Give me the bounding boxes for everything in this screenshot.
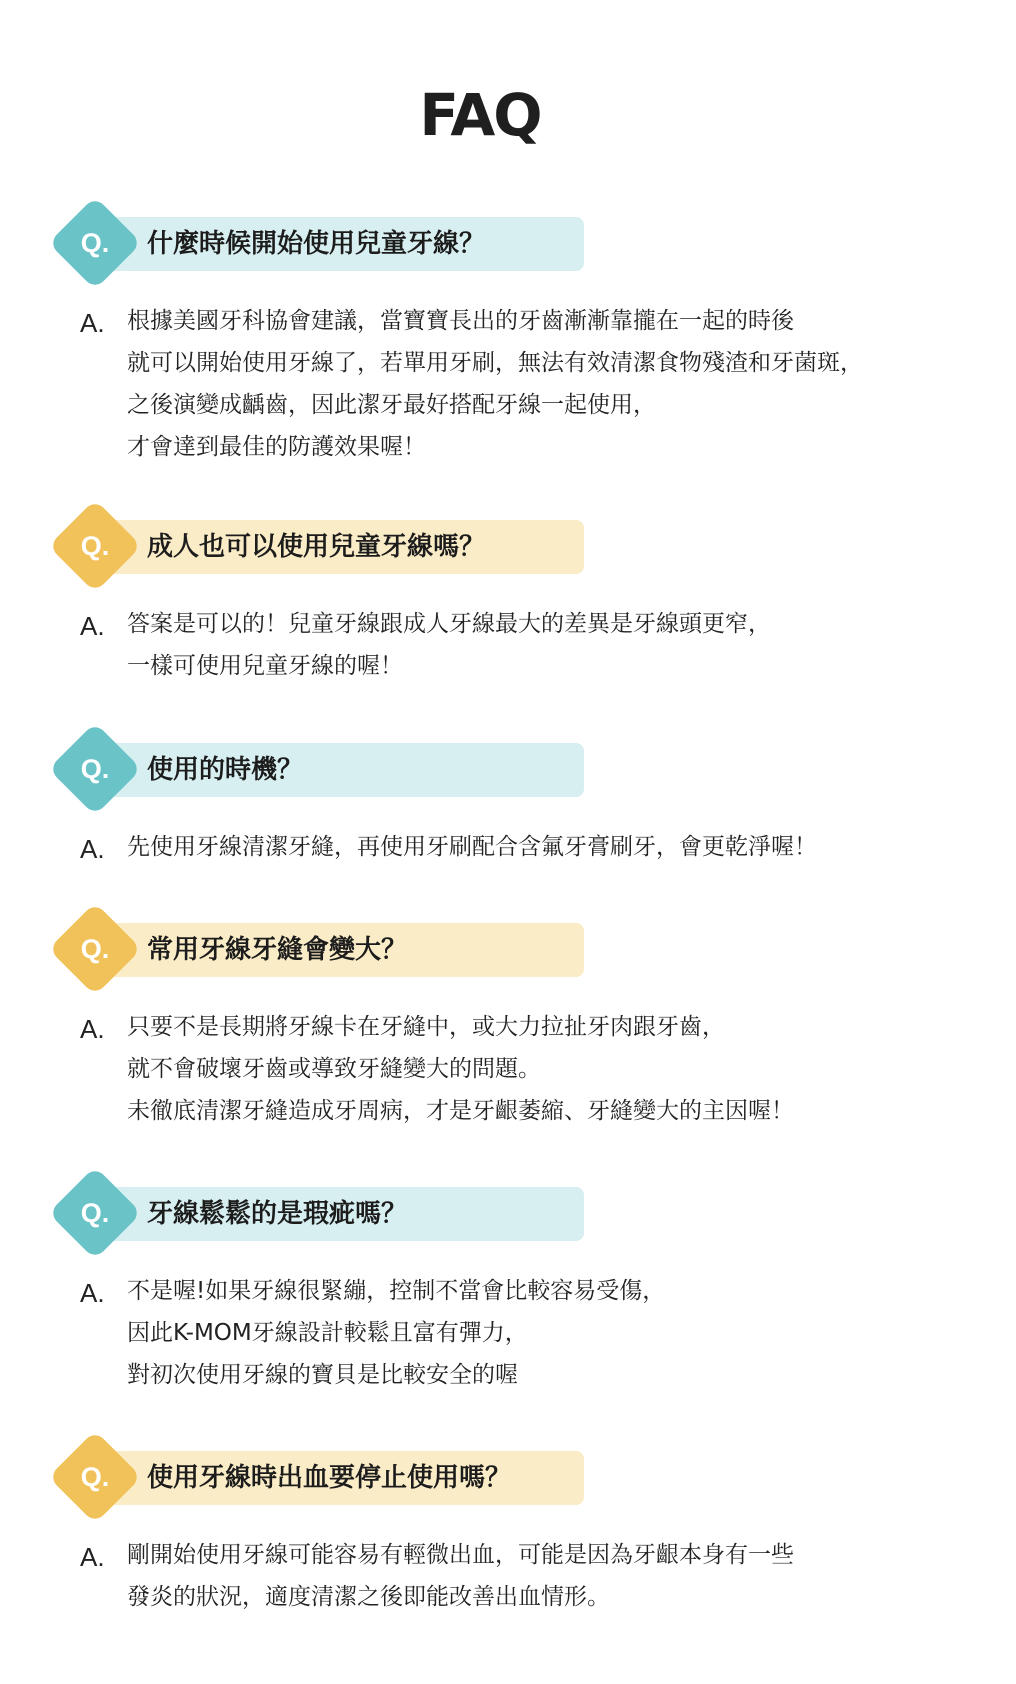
answer-text bbox=[127, 300, 863, 468]
answer-line: 不是喔!如果牙線很緊繃，控制不當會比較容易受傷， bbox=[127, 1278, 666, 1304]
question-row bbox=[0, 1434, 1016, 1520]
answer-label: A. bbox=[80, 1014, 105, 1044]
answer-label: A. bbox=[80, 611, 105, 641]
answer-line: 一樣可使用兒童牙線的喔！ bbox=[127, 653, 403, 679]
answer-label: A. bbox=[80, 308, 105, 338]
answer-line: 先使用牙線清潔牙縫，再使用牙刷配合含氟牙膏刷牙，會更乾淨喔！ bbox=[127, 834, 817, 860]
question-label: Q. bbox=[80, 754, 110, 784]
question-text: 使用的時機？ bbox=[147, 755, 304, 785]
question-label: Q. bbox=[80, 228, 110, 258]
answer-line: 剛開始使用牙線可能容易有輕微出血，可能是因為牙齦本身有一些 bbox=[127, 1542, 794, 1568]
faq-item bbox=[0, 200, 1016, 460]
question-label: Q. bbox=[80, 531, 110, 561]
answer-line: 因此K-MOM牙線設計較鬆且富有彈力， bbox=[127, 1320, 528, 1346]
question-text: 牙線鬆鬆的是瑕疵嗎？ bbox=[147, 1199, 408, 1229]
answer-line: 答案是可以的！兒童牙線跟成人牙線最大的差異是牙線頭更窄， bbox=[127, 611, 771, 637]
question-label: Q. bbox=[80, 934, 110, 964]
faq-item bbox=[0, 726, 1016, 864]
faq-item bbox=[0, 1170, 1016, 1388]
answer-line: 才會達到最佳的防護效果喔！ bbox=[127, 434, 426, 460]
question-label: Q. bbox=[80, 1198, 110, 1228]
answer-label: A. bbox=[80, 1278, 105, 1308]
answer-line: 只要不是長期將牙線卡在牙縫中，或大力拉扯牙肉跟牙齒， bbox=[127, 1014, 725, 1040]
question-row bbox=[0, 1170, 1016, 1256]
question-text: 使用牙線時出血要停止使用嗎？ bbox=[147, 1463, 512, 1493]
answer-text bbox=[127, 1270, 665, 1396]
answer-line: 發炎的狀況，適度清潔之後即能改善出血情形。 bbox=[127, 1584, 610, 1610]
answer-label: A. bbox=[80, 1542, 105, 1572]
question-row bbox=[0, 906, 1016, 992]
answer-text bbox=[127, 1006, 794, 1132]
page-title: FAQ bbox=[419, 81, 541, 149]
answer-line: 根據美國牙科協會建議，當寶寶長出的牙齒漸漸靠攏在一起的時後 bbox=[127, 308, 794, 334]
answer-label: A. bbox=[80, 834, 105, 864]
question-text: 常用牙線牙縫會變大？ bbox=[147, 935, 408, 965]
question-row bbox=[0, 503, 1016, 589]
question-row bbox=[0, 726, 1016, 812]
answer-line: 之後演變成齲齒，因此潔牙最好搭配牙線一起使用， bbox=[127, 392, 656, 418]
answer-line: 未徹底清潔牙縫造成牙周病，才是牙齦萎縮、牙縫變大的主因喔！ bbox=[127, 1098, 794, 1124]
answer-line: 對初次使用牙線的寶貝是比較安全的喔 bbox=[127, 1362, 518, 1388]
question-text: 什麼時候開始使用兒童牙線？ bbox=[147, 229, 486, 259]
question-text: 成人也可以使用兒童牙線嗎？ bbox=[147, 532, 486, 562]
question-row bbox=[0, 200, 1016, 286]
answer-line: 就可以開始使用牙線了，若單用牙刷，無法有效清潔食物殘渣和牙菌斑， bbox=[127, 350, 863, 376]
answer-text bbox=[127, 603, 771, 687]
faq-item bbox=[0, 1434, 1016, 1610]
faq-item bbox=[0, 906, 1016, 1124]
answer-text bbox=[127, 826, 817, 868]
answer-text bbox=[127, 1534, 794, 1618]
question-label: Q. bbox=[80, 1462, 110, 1492]
answer-line: 就不會破壞牙齒或導致牙縫變大的問題。 bbox=[127, 1056, 541, 1082]
faq-item bbox=[0, 503, 1016, 679]
